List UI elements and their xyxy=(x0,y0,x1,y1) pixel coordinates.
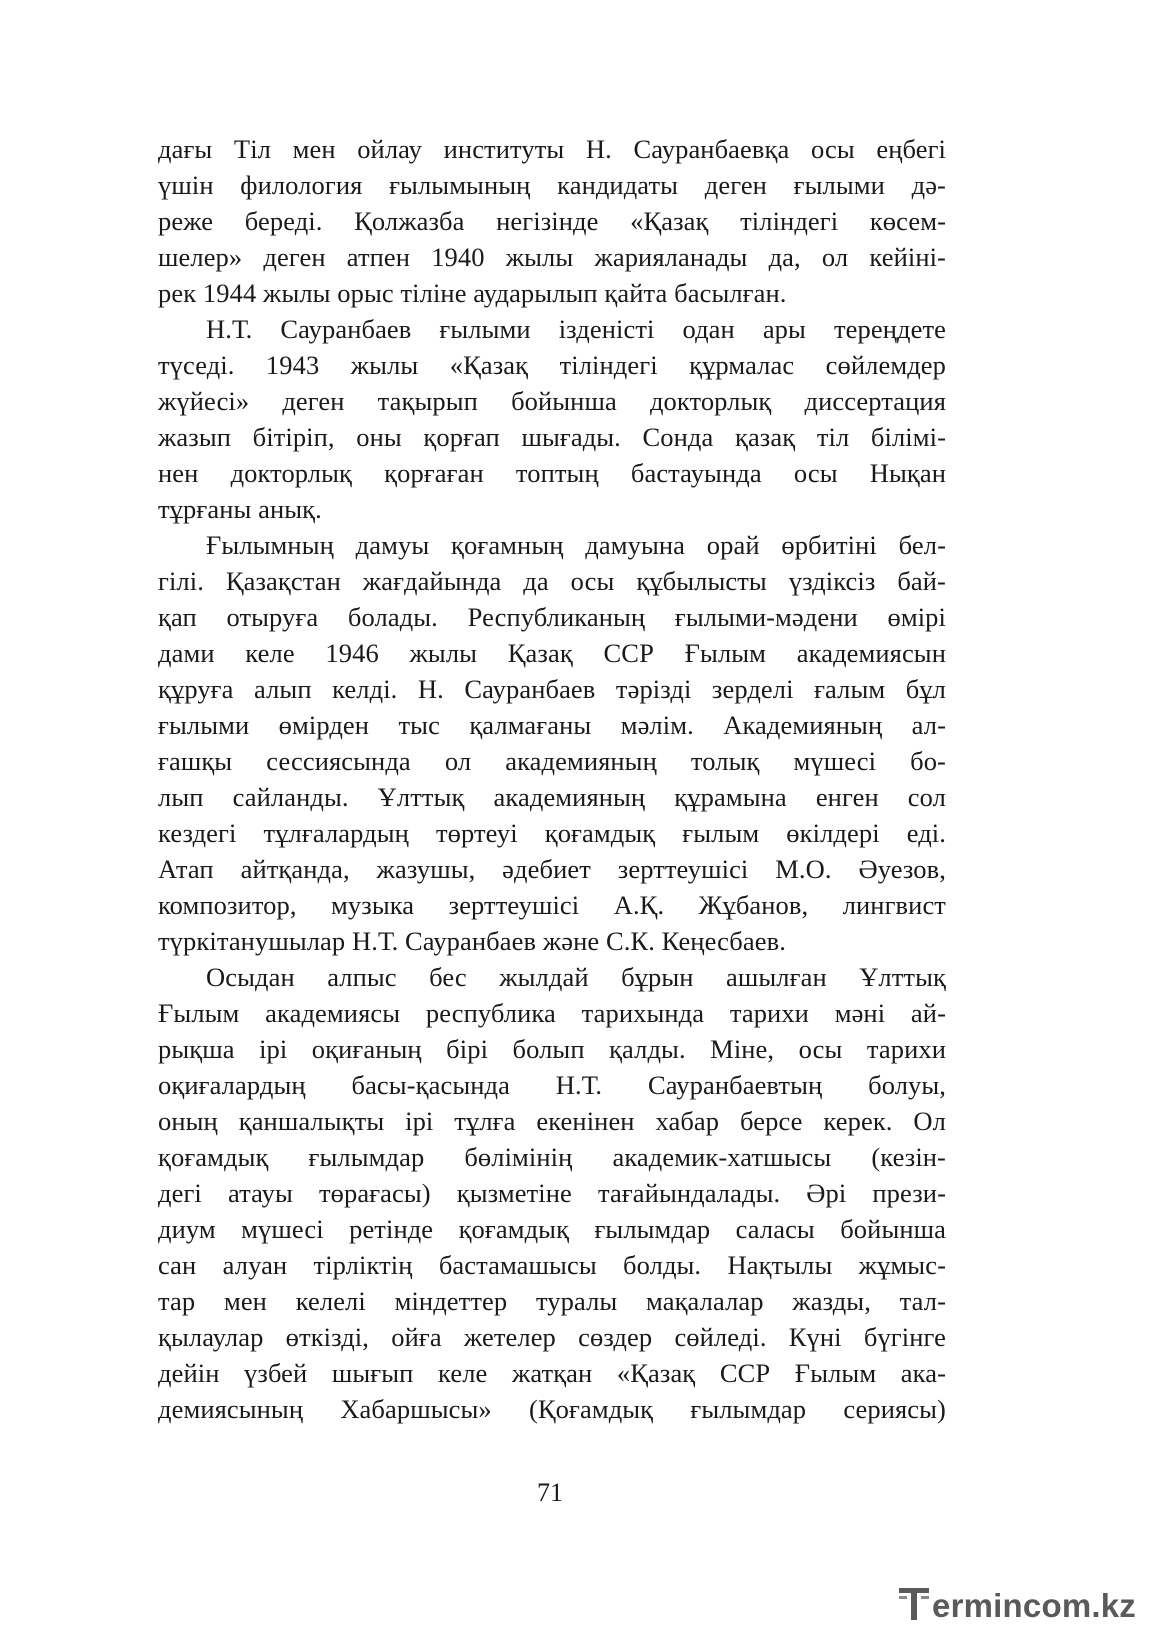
text-line: ғашқы сессиясында ол академияның толық мүшесі бо- xyxy=(158,746,946,776)
text-line: оқиғалардың басы-қасында Н.Т. Сауранбаевтың болуы, xyxy=(158,1070,946,1100)
text-line: сан алуан тірліктің бастамашысы болды. Нақтылы жұмыс- xyxy=(158,1250,946,1280)
text-line: дегі атауы төрағасы) қызметіне тағайындалады. Әрі прези- xyxy=(158,1178,946,1208)
text-line: түркітанушылар Н.Т. Сауранбаев және С.К. Кеңесбаев. xyxy=(158,926,786,956)
text-line: қап отыруға болады. Республиканың ғылыми-мәдени өмірі xyxy=(158,602,946,632)
text-line: шелер» деген атпен 1940 жылы жарияланады да, ол кейіні- xyxy=(158,242,946,272)
text-line: тұрғаны анық. xyxy=(158,494,322,524)
text-line: композитор, музыка зерттеушісі А.Қ. Жұбанов, лингвист xyxy=(158,890,946,920)
body-text xyxy=(158,131,946,1427)
text-line: кездегі тұлғалардың төртеуі қоғамдық ғылым өкілдері еді. xyxy=(158,818,946,848)
t-logo-icon xyxy=(897,1582,931,1624)
text-line: оның қаншалықты ірі тұлға екенінен хабар берсе керек. Ол xyxy=(158,1106,946,1136)
watermark-text: ermincom.kz xyxy=(932,1587,1136,1624)
text-line: құруға алып келді. Н. Сауранбаев тәрізді зерделі ғалым бұл xyxy=(158,674,946,704)
text-line: тар мен келелі міндеттер туралы мақалалар жазды, тал- xyxy=(158,1286,946,1316)
text-line: Ғылым академиясы республика тарихында тарихи мәні ай- xyxy=(158,998,946,1028)
text-line: жазып бітіріп, оны қорғап шығады. Сонда қазақ тіл білімі- xyxy=(158,422,946,452)
text-line: Осыдан алпыс бес жылдай бұрын ашылған Ұлттық xyxy=(206,962,946,992)
text-line: рек 1944 жылы орыс тіліне аударылып қайта басылған. xyxy=(158,278,787,308)
page-number: 71 xyxy=(537,1478,563,1507)
text-line: қылаулар өткізді, ойға жетелер сөздер сөйледі. Күні бүгінге xyxy=(158,1322,946,1352)
text-line: Н.Т. Сауранбаев ғылыми ізденісті одан ары тереңдете xyxy=(206,314,946,344)
text-line: лып сайланды. Ұлттық академияның құрамына енген сол xyxy=(158,782,946,812)
text-line: гілі. Қазақстан жағдайында да осы құбылысты үздіксіз бай- xyxy=(158,566,946,596)
text-line: дағы Тіл мен ойлау институты Н. Сауранбаевқа осы еңбегі xyxy=(158,134,946,164)
text-line: реже береді. Қолжазба негізінде «Қазақ тіліндегі көсем- xyxy=(158,206,946,236)
text-line: рықша ірі оқиғаның бірі болып қалды. Міне, осы тарихи xyxy=(158,1034,946,1064)
text-line: диум мүшесі ретінде қоғамдық ғылымдар саласы бойынша xyxy=(158,1214,946,1244)
text-line: дами келе 1946 жылы Қазақ ССР Ғылым академиясын xyxy=(158,638,946,668)
text-line: қоғамдық ғылымдар бөлімінің академик-хатшысы (кезін- xyxy=(158,1142,946,1172)
text-line: жүйесі» деген тақырып бойынша докторлық диссертация xyxy=(158,386,946,416)
watermark-logo[interactable] xyxy=(897,1582,1136,1624)
text-line: Ғылымның дамуы қоғамның дамуына орай өрбитіні бел- xyxy=(206,530,946,560)
text-line: нен докторлық қорғаған топтың бастауында осы Нықан xyxy=(158,458,946,488)
text-line: дейін үзбей шығып келе жатқан «Қазақ ССР Ғылым ака- xyxy=(158,1358,946,1388)
text-line: демиясының Хабаршысы» (Қоғамдық ғылымдар сериясы) xyxy=(158,1394,946,1424)
text-line: ғылыми өмірден тыс қалмағаны мәлім. Академияның ал- xyxy=(158,710,946,740)
text-line: үшін филология ғылымының кандидаты деген ғылыми дә- xyxy=(158,170,946,200)
text-line: Атап айтқанда, жазушы, әдебиет зерттеушісі М.О. Әуезов, xyxy=(158,854,946,884)
text-line: түседі. 1943 жылы «Қазақ тіліндегі құрмалас сөйлемдер xyxy=(158,350,946,380)
